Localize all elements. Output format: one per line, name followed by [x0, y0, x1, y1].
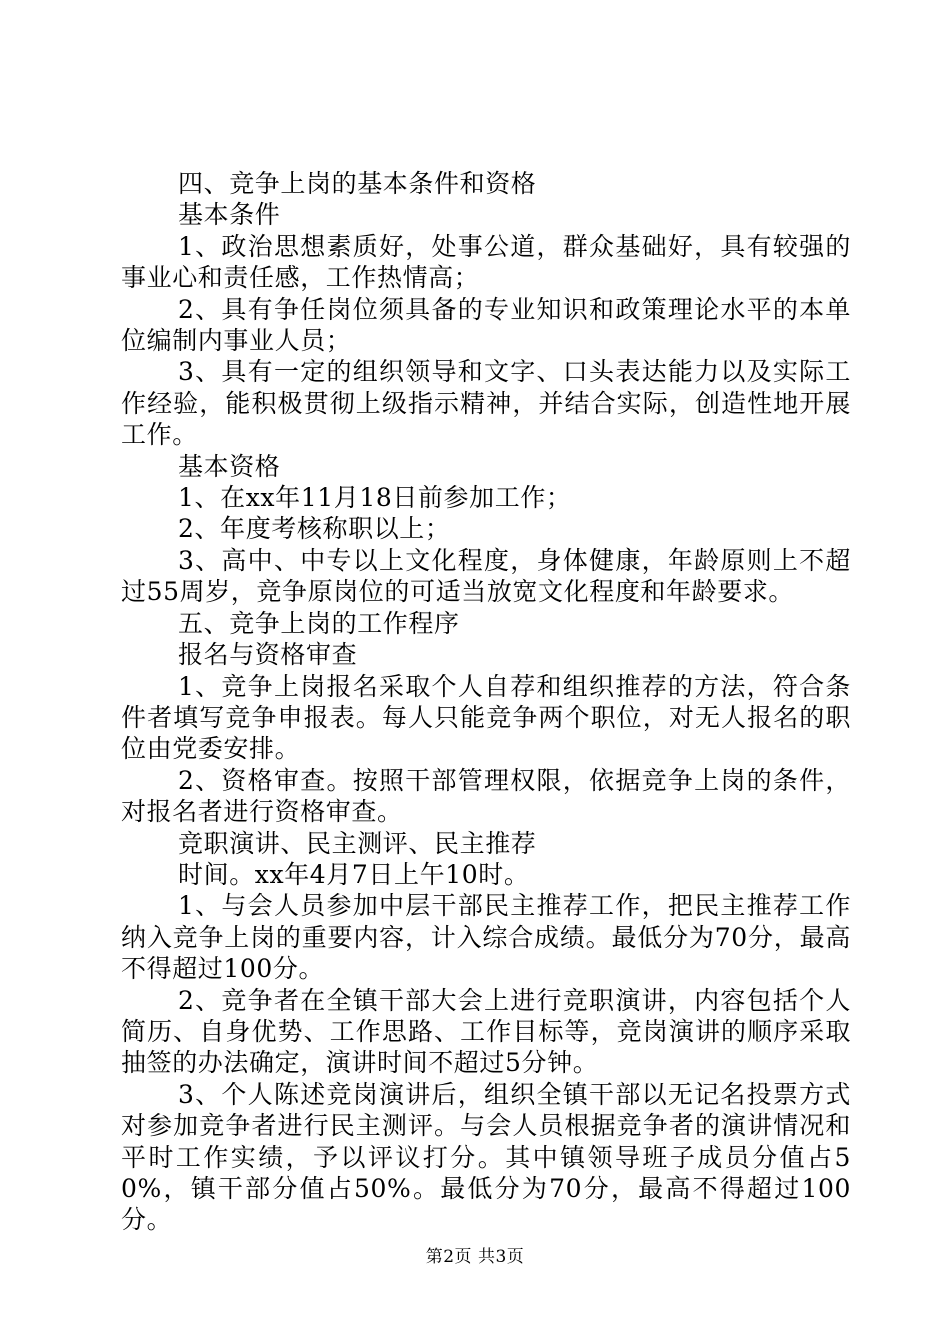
page-number: 第2页 共3页 [425, 1247, 525, 1267]
paragraph: 3、具有一定的组织领导和文字、口头表达能力以及实际工作经验，能积极贯彻上级指示精神，并结合实际，创造性地开展工作。 [121, 357, 851, 450]
paragraph: 2、资格审查。按照干部管理权限，依据竞争上岗的条件，对报名者进行资格审查。 [121, 765, 851, 827]
page-footer [0, 1242, 950, 1267]
document-body [121, 168, 851, 1236]
paragraph: 1、竞争上岗报名采取个人自荐和组织推荐的方法，符合条件者填写竞争申报表。每人只能竞争两个职位，对无人报名的职位由党委安排。 [121, 671, 851, 764]
paragraph: 2、年度考核称职以上； [178, 514, 451, 544]
paragraph: 1、在xx年11月18日前参加工作； [178, 483, 572, 513]
subsection-heading: 报名与资格审查 [178, 640, 358, 670]
subsection-heading: 基本资格 [178, 451, 281, 481]
section-heading: 四、竞争上岗的基本条件和资格 [178, 169, 537, 198]
paragraph: 2、竞争者在全镇干部大会上进行竞职演讲，内容包括个人简历、自身优势、工作思路、工作目标等，竞岗演讲的顺序采取抽签的办法确定，演讲时间不超过5分钟。 [121, 985, 851, 1078]
subsection-heading: 竞职演讲、民主测评、民主推荐 [178, 828, 537, 858]
paragraph: 3、个人陈述竞岗演讲后，组织全镇干部以无记名投票方式对参加竞争者进行民主测评。与会人员根据竞争者的演讲情况和平时工作实绩，予以评议打分。其中镇领导班子成员分值占50%，镇干部分值占50%。最低分为70分，最高不得超过100分。 [121, 1079, 851, 1235]
paragraph: 3、高中、中专以上文化程度，身体健康，年龄原则上不超过55周岁，竞争原岗位的可适当放宽文化程度和年龄要求。 [121, 545, 851, 607]
paragraph: 2、具有争任岗位须具备的专业知识和政策理论水平的本单位编制内事业人员； [121, 294, 851, 356]
paragraph: 1、政治思想素质好，处事公道，群众基础好，具有较强的事业心和责任感，工作热情高； [121, 231, 851, 293]
section-heading: 五、竞争上岗的工作程序 [178, 608, 460, 638]
paragraph: 1、与会人员参加中层干部民主推荐工作，把民主推荐工作纳入竞争上岗的重要内容，计入综合成绩。最低分为70分，最高不得超过100分。 [121, 891, 851, 984]
paragraph: 时间。xx年4月7日上午10时。 [178, 859, 530, 889]
subsection-heading: 基本条件 [178, 200, 281, 230]
